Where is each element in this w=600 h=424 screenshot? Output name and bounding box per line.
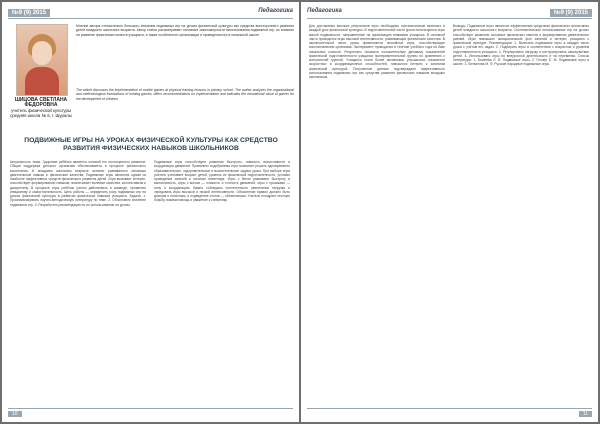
page-number: 11 (579, 411, 592, 417)
article-title: ПОДВИЖНЫЕ ИГРЫ НА УРОКАХ ФИЗИЧЕСКОЙ КУЛЬТУРЫ КАК СРЕДСТВО РАЗВИТИЯ ФИЗИЧЕСКИХ НАВЫКОВ ШКОЛЬНИКОВ (24, 137, 278, 152)
left-page-footer (8, 408, 293, 419)
right-page (301, 2, 598, 422)
author-position: учитель физической культуры (11, 108, 71, 113)
abstract-en: The article discusses the implementation of mobile games at physical training lessons in primary school. The author analyzes the organizational and methodological foundations of holding games, offers recommendations on implementation and indicates the educational value of games for the development of children. (76, 88, 294, 101)
left-page (2, 2, 299, 422)
header-rule (307, 18, 592, 19)
page-number: 10 (8, 411, 22, 417)
left-column-1: Актуальность темы. Здоровье ребёнка является основой его полноценного развития. Общая поддержка детского организма обеспечивается в процессе физического воспитания. В младшем школьном возрасте активно развиваются основные двигательные навыки и физические качества. Подвижные игры являются одним из наиболее эффективных средств физического развития детей. Игра вызывает интерес, способствует формированию навыков, воспитывает волевые качества, коллективизм и дисциплину. В процессе игры ребёнок учится действовать в команде, проявлять инициативу и самостоятельность. Цель работы — определить роль подвижных игр на уроках физической культуры в развитии физических навыков учащихся. Задачи: 1. Проанализировать научно-методическую литературу по теме. 2. Обосновать значение подвижных игр. 3. Разработать рекомендации по их использованию на уроках. (10, 160, 146, 207)
right-page-header (307, 6, 592, 22)
section-label: Педагогика (307, 8, 342, 14)
abstract-ru: Мнение автора относительно большого значения подвижных игр на уроках физической культуры как средства всестороннего развития детей младшего школьного возраста. Автор статьи рассматривает основные закономерности использования подвижных игр, их влияние на развитие физических качеств учащихся, а также особенности организации и проведения игр в начальной школе. (76, 24, 294, 37)
section-label: Педагогика (258, 8, 293, 14)
right-column-2: Выводы. Подвижные игры являются эффективным средством физического воспитания детей младшего школьного возраста. Систематическое использование игр на уроках способствует развитию основных физических качеств и формированию двигательных умений. Игры повышают эмоциональный фон занятий и интерес учащихся к физической культуре. Рекомендации: 1. Включать подвижные игры в каждую часть урока с учётом его задач. 2. Подбирать игры в соответствии с возрастом и уровнем подготовленности учащихся. 3. Регулировать нагрузку и контролировать самочувствие детей. 4. Использовать игры во внеурочной деятельности и на переменах. Список литературы: 1. Былеева Л. В. Подвижные игры. 2. Геллер Е. М. Подвижные игры в школе. 3. Литвинова М. Ф. Русские народные подвижные игры. (453, 24, 589, 67)
right-page-footer (307, 408, 592, 419)
author-photo-body (25, 67, 59, 95)
right-column-1: Для достижения высоких результатов игры необходимо систематически включать в каждый урок физической культуры. В подготовительной части урока используются игры малой подвижности, направленные на организацию внимания учащихся. В основной части проводятся игры высокой интенсивности, развивающие физические качества. В заключительной части урока применяются спокойные игры, способствующие восстановлению организма. Эксперимент проводился в течение учебного года на базе начальных классов. Результаты показали положительную динамику показателей физической подготовленности учащихся экспериментальной группы по сравнению с контрольной группой. Учащиеся стали более активными, улучшились показатели скоростных и координационных способностей, повысился интерес к занятиям физической культурой. Полученные данные подтверждают эффективность использования подвижных игр как средства развития физических навыков младших школьников. (309, 24, 445, 79)
author-name: ШИЦОВА СВЕТЛАНА ФЕДОРОВНА (14, 97, 68, 108)
issue-tag: №9 (9) 2015 (550, 9, 592, 17)
author-photo-face (32, 41, 52, 65)
left-page-header (8, 6, 293, 22)
issue-tag: №9 (9) 2015 (8, 9, 50, 17)
author-block (10, 98, 72, 118)
author-school: средняя школа № 6, г. Шуралы (10, 113, 72, 118)
left-column-2: Подвижные игры способствуют развитию быстроты, ловкости, выносливости и координации движений. Правильно подобранная игра позволяет решать одновременно образовательные, оздоровительные и воспитательные задачи урока. При выборе игры учитель учитывает возраст детей, уровень их физической подготовленности, условия проведения занятий и наличие инвентаря. Игры с бегом развивают быстроту и выносливость, игры с мячом — ловкость и точность движений, игры с прыжками — силу и координацию. Важно соблюдать постепенность увеличения нагрузки и чередовать игры высокой и низкой интенсивности. Объяснение правил должно быть кратким и понятным, а подведение итогов — объективным. Учитель поощряет честную борьбу, взаимопомощь и уважение к сопернику. (154, 160, 290, 203)
author-photo (16, 24, 68, 96)
header-rule (8, 18, 293, 19)
